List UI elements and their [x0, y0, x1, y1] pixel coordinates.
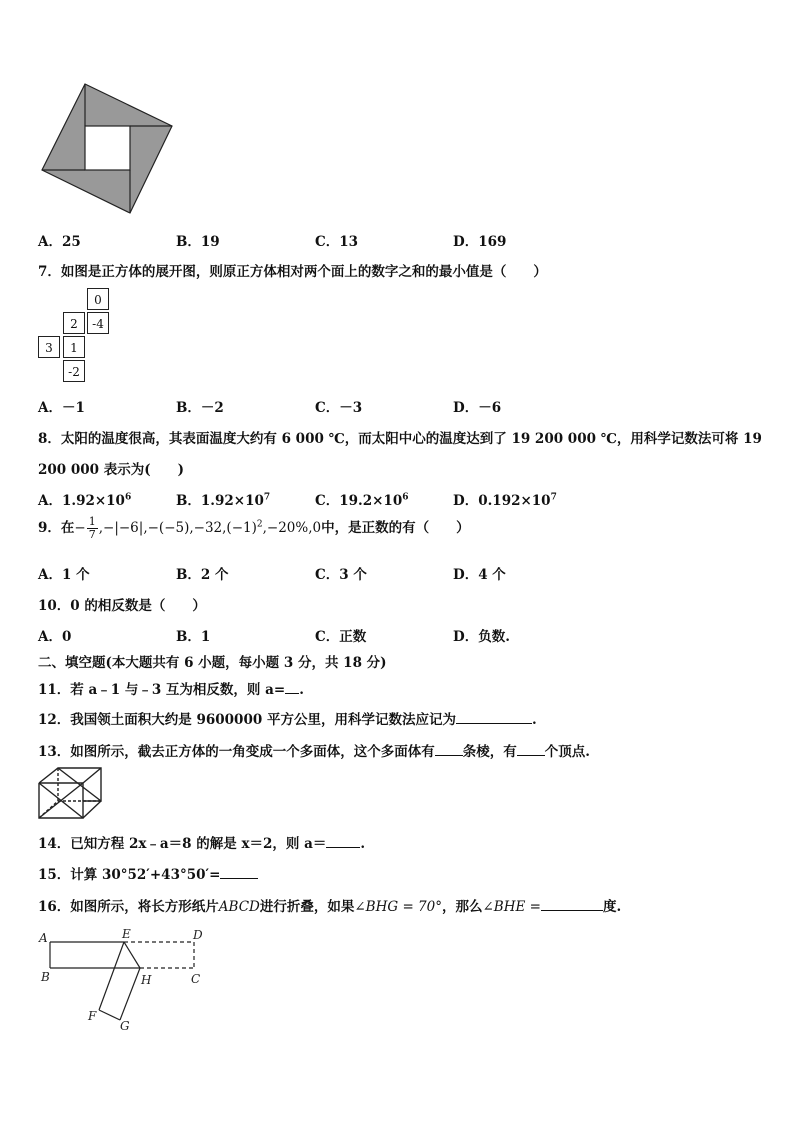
- label-h: H: [141, 973, 152, 987]
- q14: 14．已知方程 2x﹣a＝8 的解是 x＝2，则 a＝ .: [38, 836, 366, 852]
- label-c: C: [191, 972, 201, 986]
- q9-option-c: C．3 个: [315, 567, 367, 583]
- truncated-cube-figure: [36, 765, 106, 821]
- q10-option-c: C．正数: [315, 629, 367, 645]
- q7-option-a: A．－1: [38, 400, 85, 416]
- q8-option-c: C．$19.2\times 10^6$: [315, 492, 409, 509]
- answer-blank[interactable]: [220, 866, 258, 879]
- label-a: A: [39, 931, 48, 945]
- net-cell: 1: [63, 336, 85, 358]
- q8-option-a: A．$1.92\times 10^6$: [38, 492, 132, 509]
- fraction: $\frac{1}{7}$: [88, 515, 96, 541]
- q7-option-d: D．－6: [453, 400, 502, 416]
- answer-blank[interactable]: [517, 743, 545, 756]
- net-cell: 3: [38, 336, 60, 358]
- q11: 11．若 a﹣1 与﹣3 互为相反数，则 a= .: [38, 682, 304, 698]
- q10-stem: 10．0 的相反数是（ ）: [38, 598, 206, 614]
- q6-option-d: D．169: [453, 234, 507, 250]
- label-f: F: [88, 1009, 97, 1023]
- q10-option-d: D．负数.: [453, 629, 510, 645]
- q8-stem-line1: 8．太阳的温度很高，其表面温度大约有 6 000 ℃，而太阳中心的温度达到了 19 200 000 ℃，用科学记数法可将 19: [38, 431, 762, 447]
- q6-option-a: A．25: [38, 234, 81, 250]
- q9-option-b: B．2 个: [176, 567, 229, 583]
- answer-blank[interactable]: [285, 681, 299, 694]
- q7-stem: 7．如图是正方体的展开图，则原正方体相对两个面上的数字之和的最小值是（ ）: [38, 264, 547, 280]
- q9-option-a: A．1 个: [38, 567, 90, 583]
- section-heading: 二、填空题(本大题共有 6 小题，每小题 3 分，共 18 分): [38, 655, 387, 671]
- q7-option-c: C．－3: [315, 400, 363, 416]
- q6-option-b: B．19: [176, 234, 220, 250]
- label-e: E: [122, 927, 131, 941]
- answer-blank[interactable]: [541, 898, 603, 911]
- q10-option-a: A．0: [38, 629, 72, 645]
- answer-blank[interactable]: [456, 711, 532, 724]
- q16: 16．如图所示，将长方形纸片ABCD进行折叠，如果∠BHG = 70°，那么∠BHE = 度.: [38, 899, 622, 915]
- answer-blank[interactable]: [326, 835, 360, 848]
- q9-stem: 9．在− $\frac{1}{7}$ $,-|-6|,-(-5),-32,(-1)^2,-20\%,0$中，是正数的有（ ）: [38, 515, 470, 541]
- net-cell: -2: [63, 360, 85, 382]
- pinwheel-square-figure: [38, 80, 178, 218]
- answer-blank[interactable]: [435, 743, 463, 756]
- label-b: B: [41, 970, 50, 984]
- q8-option-b: B．$1.92\times 10^7$: [176, 492, 271, 509]
- q13: 13．如图所示，截去正方体的一角变成一个多面体，这个多面体有 条棱，有 个顶点.: [38, 744, 590, 760]
- q12: 12．我国领土面积大约是 9600000 平方公里，用科学记数法应记为 .: [38, 712, 537, 728]
- q7-option-b: B．－2: [176, 400, 224, 416]
- folded-rectangle-figure: [36, 926, 216, 1038]
- net-cell: 0: [87, 288, 109, 310]
- net-cell: -4: [87, 312, 109, 334]
- q9-option-d: D．4 个: [453, 567, 506, 583]
- q10-option-b: B．1: [176, 629, 211, 645]
- label-g: G: [120, 1019, 130, 1033]
- q6-option-c: C．13: [315, 234, 359, 250]
- net-cell: 2: [63, 312, 85, 334]
- q8-stem-line2: 200 000 表示为( ): [38, 462, 185, 478]
- q8-option-d: D．$0.192\times 10^7$: [453, 492, 557, 509]
- q15: 15．计算 30°52′+43°50′=: [38, 863, 258, 883]
- label-d: D: [193, 928, 203, 942]
